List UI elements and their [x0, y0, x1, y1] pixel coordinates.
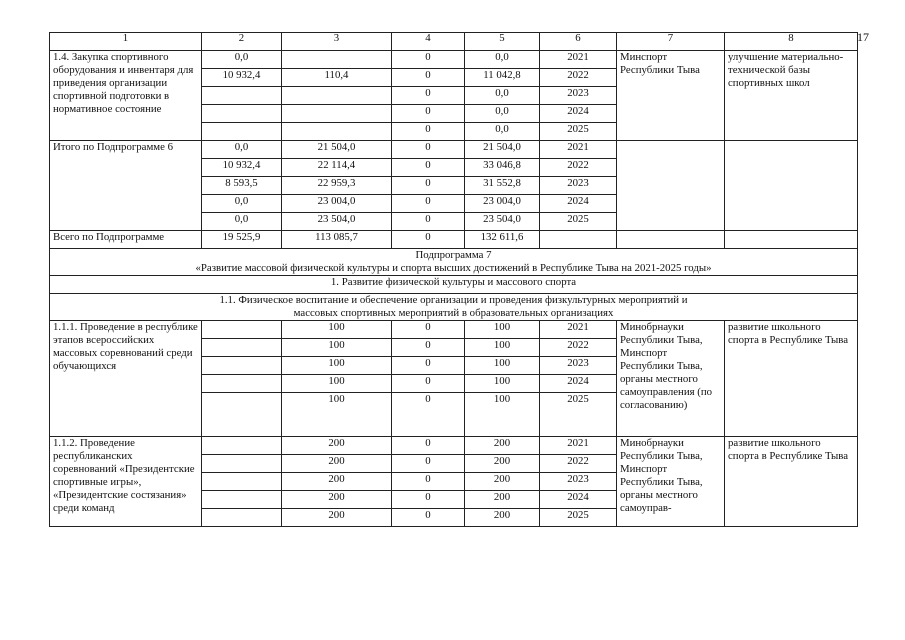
cell: 200	[465, 455, 540, 473]
cell: 22 959,3	[282, 177, 392, 195]
col-header: 3	[282, 33, 392, 51]
subprogram-number: Подпрограмма 7	[415, 249, 492, 261]
cell: 0,0	[465, 87, 540, 105]
cell: 100	[465, 321, 540, 339]
year-cell: 2021	[540, 321, 617, 339]
cell: 0,0	[202, 141, 282, 159]
empty-cell	[202, 509, 282, 527]
subprogram-title	[50, 249, 858, 276]
cell	[202, 123, 282, 141]
cell: 100	[282, 393, 392, 437]
cell: 23 504,0	[465, 213, 540, 231]
section-title: 1. Развитие физической культуры и массового спорта	[50, 276, 858, 294]
cell: 0	[392, 509, 465, 527]
cell: 100	[282, 339, 392, 357]
year-cell: 2023	[540, 357, 617, 375]
subsection-title	[50, 294, 858, 321]
col-header: 5	[465, 33, 540, 51]
cell: 22 114,4	[282, 159, 392, 177]
cell: 110,4	[282, 69, 392, 87]
cell: 100	[282, 357, 392, 375]
page-number: 17	[857, 30, 869, 44]
cell: 0	[392, 195, 465, 213]
cell: 113 085,7	[282, 231, 392, 249]
cell: 0	[392, 177, 465, 195]
table-row	[50, 51, 858, 69]
cell	[202, 87, 282, 105]
cell: 100	[282, 321, 392, 339]
cell: 19 525,9	[202, 231, 282, 249]
cell: 10 932,4	[202, 69, 282, 87]
cell: 100	[465, 339, 540, 357]
cell: 33 046,8	[465, 159, 540, 177]
program-table	[49, 32, 858, 527]
empty-cell	[202, 491, 282, 509]
col-header: 4	[392, 33, 465, 51]
grand-total-label: Всего по Подпрограмме	[50, 231, 202, 249]
cell: 0	[392, 69, 465, 87]
subsection-line: 1.1. Физическое воспитание и обеспечение организации и проведения физкультурных мероприятий и	[219, 294, 688, 306]
cell: 0	[392, 455, 465, 473]
cell: 200	[465, 473, 540, 491]
year-cell: 2025	[540, 123, 617, 141]
col-header: 8	[725, 33, 858, 51]
year-cell: 2023	[540, 87, 617, 105]
cell: 0	[392, 437, 465, 455]
result-cell: развитие школьного спорта в Республике Тыва	[725, 321, 858, 437]
cell: 10 932,4	[202, 159, 282, 177]
year-cell: 2024	[540, 491, 617, 509]
cell: 0,0	[465, 51, 540, 69]
col-header: 2	[202, 33, 282, 51]
result-cell: улучшение материально-технической базы спортивных школ	[725, 51, 858, 141]
empty-cell	[725, 231, 858, 249]
cell: 0,0	[202, 195, 282, 213]
cell: 0,0	[202, 51, 282, 69]
cell	[282, 51, 392, 69]
responsible-cell: Минобрнауки Республики Тыва, Минспорт Республики Тыва, органы местного самоуправления (по согласованию)	[617, 321, 725, 437]
cell	[282, 105, 392, 123]
cell: 0	[392, 231, 465, 249]
cell: 200	[282, 491, 392, 509]
cell: 0	[392, 123, 465, 141]
empty-cell	[540, 231, 617, 249]
cell: 0	[392, 375, 465, 393]
subprogram-title-row	[50, 249, 858, 276]
cell: 23 504,0	[282, 213, 392, 231]
cell: 0	[392, 87, 465, 105]
year-cell: 2022	[540, 159, 617, 177]
table-row	[50, 141, 858, 159]
cell: 200	[282, 509, 392, 527]
empty-cell	[617, 141, 725, 231]
cell: 0,0	[465, 123, 540, 141]
cell: 0	[392, 105, 465, 123]
responsible-cell: Минспорт Республики Тыва	[617, 51, 725, 141]
cell: 200	[282, 455, 392, 473]
cell: 0	[392, 213, 465, 231]
cell: 100	[465, 393, 540, 437]
cell	[282, 123, 392, 141]
cell: 200	[282, 437, 392, 455]
cell	[202, 105, 282, 123]
cell: 100	[465, 357, 540, 375]
measure-label: 1.4. Закупка спортивного оборудования и инвентаря для приведения организации спортивной подготовки в нормативное состояние	[50, 51, 202, 141]
year-cell: 2022	[540, 69, 617, 87]
year-cell: 2024	[540, 195, 617, 213]
cell: 31 552,8	[465, 177, 540, 195]
cell: 0	[392, 357, 465, 375]
col-header: 7	[617, 33, 725, 51]
cell: 8 593,5	[202, 177, 282, 195]
col-header: 6	[540, 33, 617, 51]
cell: 0,0	[465, 105, 540, 123]
year-cell: 2025	[540, 393, 617, 437]
cell: 11 042,8	[465, 69, 540, 87]
empty-cell	[202, 437, 282, 455]
cell: 21 504,0	[282, 141, 392, 159]
cell: 0	[392, 321, 465, 339]
year-cell: 2022	[540, 455, 617, 473]
cell: 0	[392, 491, 465, 509]
subprogram-name: «Развитие массовой физической культуры и спорта высших достижений в Республике Тыва на 2021-2025 годы»	[195, 262, 712, 274]
year-cell: 2024	[540, 105, 617, 123]
empty-cell	[202, 357, 282, 375]
subsection-line: массовых спортивных мероприятий в образовательных организациях	[293, 307, 614, 319]
cell: 132 611,6	[465, 231, 540, 249]
empty-cell	[202, 393, 282, 437]
table-row	[50, 437, 858, 455]
empty-cell	[202, 455, 282, 473]
subsection-row	[50, 294, 858, 321]
year-cell: 2023	[540, 177, 617, 195]
year-cell: 2025	[540, 213, 617, 231]
cell: 0	[392, 141, 465, 159]
cell: 0	[392, 473, 465, 491]
responsible-cell: Минобрнауки Республики Тыва, Минспорт Республики Тыва, органы местного самоуправ-	[617, 437, 725, 527]
cell	[282, 87, 392, 105]
year-cell: 2025	[540, 509, 617, 527]
cell: 200	[282, 473, 392, 491]
year-cell: 2023	[540, 473, 617, 491]
cell: 0	[392, 393, 465, 437]
year-cell: 2021	[540, 141, 617, 159]
cell: 23 004,0	[282, 195, 392, 213]
cell: 0	[392, 51, 465, 69]
year-cell: 2021	[540, 51, 617, 69]
empty-cell	[202, 321, 282, 339]
year-cell: 2022	[540, 339, 617, 357]
empty-cell	[202, 375, 282, 393]
cell: 200	[465, 509, 540, 527]
col-header: 1	[50, 33, 202, 51]
cell: 0,0	[202, 213, 282, 231]
measure-label: 1.1.1. Проведение в республике этапов всероссийских массовых соревнований среди обучающихся	[50, 321, 202, 437]
empty-cell	[202, 339, 282, 357]
cell: 100	[465, 375, 540, 393]
result-cell: развитие школьного спорта в Республике Тыва	[725, 437, 858, 527]
measure-label: 1.1.2. Проведение республиканских соревнований «Президентские спортивные игры», «Президентские состязания» среди команд	[50, 437, 202, 527]
section-row	[50, 276, 858, 294]
cell: 200	[465, 491, 540, 509]
cell: 100	[282, 375, 392, 393]
cell: 23 004,0	[465, 195, 540, 213]
year-cell: 2021	[540, 437, 617, 455]
empty-cell	[617, 231, 725, 249]
empty-cell	[202, 473, 282, 491]
year-cell: 2024	[540, 375, 617, 393]
total-label: Итого по Подпрограмме 6	[50, 141, 202, 231]
empty-cell	[725, 141, 858, 231]
column-number-row	[50, 33, 858, 51]
table-row	[50, 231, 858, 249]
cell: 0	[392, 339, 465, 357]
cell: 0	[392, 159, 465, 177]
table-row	[50, 321, 858, 339]
cell: 21 504,0	[465, 141, 540, 159]
cell: 200	[465, 437, 540, 455]
